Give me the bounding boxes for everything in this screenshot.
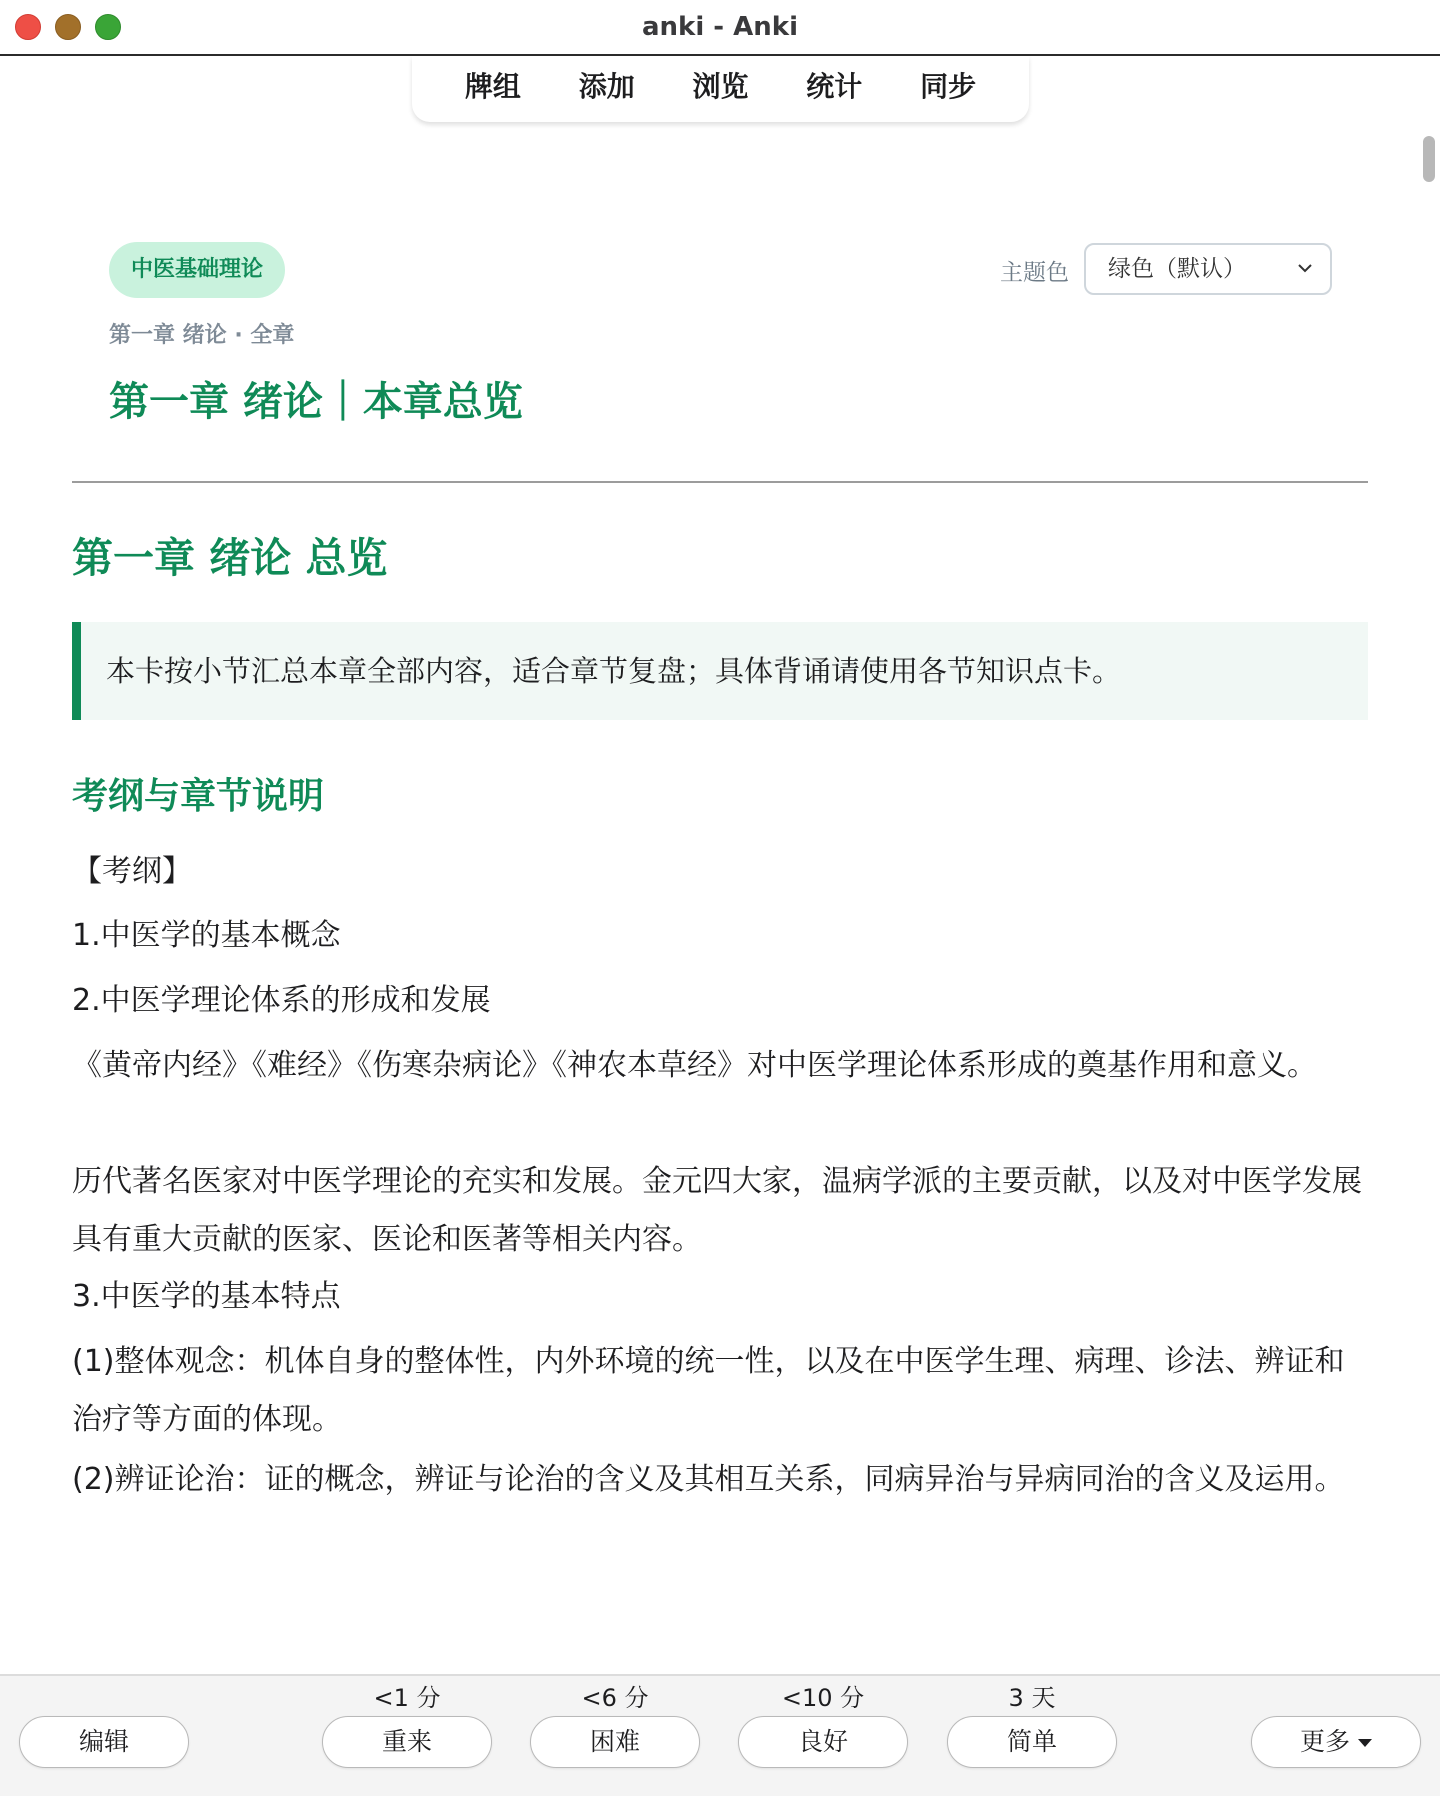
paragraph: (2)辨证论治：证的概念，辨证与论治的含义及其相互关系，同病异治与异病同治的含义及运用。 [72, 1462, 1345, 1497]
window-title: anki - Anki [642, 12, 798, 42]
card-content [0, 122, 1420, 1674]
toolbar-browse[interactable]: 浏览 [692, 70, 749, 103]
again-button[interactable]: 重来 [322, 1716, 492, 1768]
good-button[interactable]: 良好 [738, 1716, 908, 1768]
again-interval: <1 分 [373, 1684, 441, 1712]
good-interval: <10 分 [781, 1684, 865, 1712]
subject-tag: 中医基础理论 [109, 242, 285, 298]
paragraph: (1)整体观念：机体自身的整体性，内外环境的统一性，以及在中医学生理、病理、诊法、辨证和治疗等方面的体现。 [72, 1344, 1345, 1437]
paragraph: 2.中医学理论体系的形成和发展 [72, 983, 491, 1018]
caret-down-icon [1358, 1739, 1372, 1747]
hard-interval: <6 分 [581, 1684, 649, 1712]
toolbar-decks[interactable]: 牌组 [464, 70, 521, 103]
easy-button[interactable]: 简单 [947, 1716, 1117, 1768]
card-title: 第一章 绪论｜本章总览 [109, 379, 523, 425]
main-toolbar [412, 56, 1029, 122]
toolbar-stats[interactable]: 统计 [806, 70, 863, 103]
more-button-label: 更多 [1299, 1727, 1350, 1756]
subsection-title: 考纲与章节说明 [72, 776, 325, 817]
hard-button[interactable]: 困难 [530, 1716, 700, 1768]
paragraph: 3.中医学的基本特点 [72, 1279, 341, 1314]
paragraph: 1.中医学的基本概念 [72, 918, 341, 953]
note-callout: 本卡按小节汇总本章全部内容，适合章节复盘；具体背诵请使用各节知识点卡。 [72, 622, 1368, 720]
theme-color-select[interactable] [1084, 243, 1332, 295]
toolbar-add[interactable]: 添加 [578, 70, 635, 103]
theme-label: 主题色 [1000, 260, 1069, 286]
section-title: 第一章 绪论 总览 [72, 534, 388, 582]
divider [72, 481, 1368, 483]
easy-interval: 3 天 [1008, 1684, 1056, 1712]
chevron-down-icon [1296, 259, 1314, 277]
more-button[interactable] [1251, 1716, 1421, 1768]
paragraph: 《黄帝内经》《难经》《伤寒杂病论》《神农本草经》对中医学理论体系形成的奠基作用和意义。 [72, 1048, 1317, 1083]
breadcrumb: 第一章 绪论 · 全章 [109, 323, 295, 348]
title-bar [0, 0, 1440, 56]
scrollbar-thumb[interactable] [1423, 136, 1435, 182]
answer-bar [0, 1674, 1440, 1796]
paragraph: 【考纲】 [72, 854, 192, 889]
theme-select-value: 绿色（默认） [1108, 256, 1246, 282]
toolbar-sync[interactable]: 同步 [920, 70, 977, 103]
paragraph: 历代著名医家对中医学理论的充实和发展。金元四大家，温病学派的主要贡献，以及对中医学发展具有重大贡献的医家、医论和医著等相关内容。 [72, 1164, 1362, 1257]
edit-button[interactable]: 编辑 [19, 1716, 189, 1768]
